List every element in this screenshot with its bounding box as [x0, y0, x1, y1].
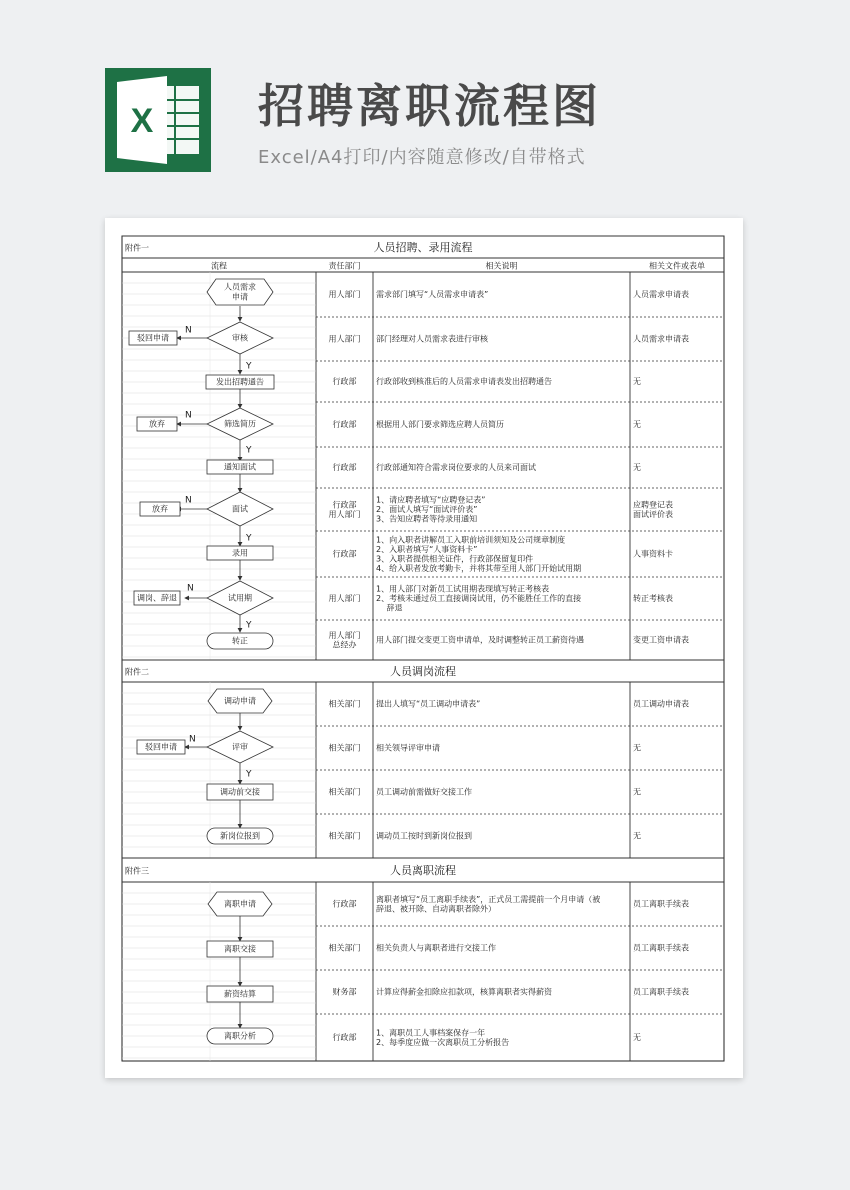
- no-label: N: [185, 410, 192, 421]
- file-cell: 无: [633, 1033, 641, 1042]
- file-cell: 无: [633, 420, 641, 429]
- yes-label: Y: [246, 620, 252, 631]
- section-tag: 附件一: [125, 243, 149, 253]
- desc-cell: 离职者填写“员工离职手续表”，正式员工需提前一个月申请（被: [376, 894, 601, 904]
- file-cell: 员工调动申请表: [633, 699, 689, 709]
- flow-node-label: 申请: [232, 292, 248, 302]
- flow-node-label: 通知面试: [224, 462, 256, 472]
- flow-node-label: 调动申请: [224, 696, 256, 706]
- desc-cell: 需求部门填写“人员需求申请表”: [376, 290, 489, 299]
- file-cell: 变更工资申请表: [633, 635, 689, 645]
- spreadsheet-page: [105, 218, 743, 1078]
- section-tag: 附件三: [125, 866, 149, 876]
- yes-label: Y: [246, 769, 252, 780]
- desc-cell: 计算应得薪金扣除应扣款项，核算离职者实得薪资: [376, 987, 552, 997]
- desc-cell: 3、入职者提供相关证件，行政部保留复印件: [376, 554, 534, 564]
- file-cell: 人员需求申请表: [633, 290, 689, 299]
- desc-cell: 相关负责人与离职者进行交接工作: [376, 943, 496, 953]
- desc-cell: 2、考核未通过员工直接调岗试用，仍不能胜任工作的直接: [376, 594, 582, 603]
- desc-cell: 部门经理对人员需求表进行审核: [376, 334, 488, 344]
- desc-cell: 提出人填写“员工调动申请表”: [376, 699, 481, 709]
- desc-cell: 相关领导评审申请: [376, 743, 440, 753]
- dept-cell: 行政部: [332, 500, 357, 510]
- dept-cell: 相关部门: [328, 831, 361, 841]
- column-header: 相关文件或表单: [649, 261, 705, 271]
- file-cell: 无: [633, 787, 641, 797]
- dept-cell: 相关部门: [328, 943, 361, 953]
- file-cell: 人员需求申请表: [633, 334, 689, 344]
- flow-node-label: 转正: [232, 636, 248, 646]
- flowchart-table: [105, 218, 743, 1078]
- dept-cell: 财务部: [332, 987, 357, 997]
- desc-cell: 辞退、被开除、自动离职者除外）: [376, 904, 496, 914]
- desc-cell: 4、给入职者发放考勤卡，并将其带至用人部门开始试用期: [376, 563, 582, 573]
- dept-cell: 相关部门: [328, 787, 361, 797]
- dept-cell: 用人部门: [328, 334, 361, 344]
- desc-cell: 行政部通知符合需求岗位要求的人员来司面试: [376, 463, 536, 472]
- dept-cell: 用人部门: [328, 290, 361, 299]
- dept-cell: 相关部门: [328, 743, 361, 753]
- excel-logo-letter: X: [130, 102, 154, 140]
- section-title: 人员招聘、录用流程: [373, 241, 473, 254]
- flow-node-label: 筛选简历: [224, 419, 256, 429]
- flow-node-label: 离职交接: [224, 944, 256, 954]
- desc-cell: 根据用人部门要求筛选应聘人员简历: [376, 420, 504, 429]
- dept-cell: 行政部: [332, 1033, 357, 1042]
- dept-cell: 行政部: [332, 549, 357, 559]
- file-cell: 转正考核表: [633, 594, 673, 603]
- desc-cell: 行政部收到核准后的人员需求申请表发出招聘通告: [376, 377, 552, 386]
- flow-node-label: 调动前交接: [220, 787, 260, 797]
- column-header: 相关说明: [485, 261, 518, 271]
- flow-node-label: 人员需求: [224, 282, 256, 292]
- dept-cell: 行政部: [332, 377, 357, 386]
- dept-cell: 用人部门: [328, 509, 361, 519]
- flow-side-label: 放弃: [149, 419, 165, 429]
- dept-cell: 行政部: [332, 420, 357, 429]
- desc-cell: 3、告知应聘者等待录用通知: [376, 514, 478, 524]
- flow-node-label: 新岗位报到: [220, 831, 260, 841]
- dept-cell: 相关部门: [328, 699, 361, 709]
- flow-node-label: 发出招聘通告: [216, 377, 264, 387]
- page-subtitle: Excel/A4打印/内容随意修改/自带格式: [258, 147, 586, 168]
- file-cell: 员工离职手续表: [633, 987, 689, 997]
- flow-node-label: 录用: [232, 548, 248, 558]
- flow-node-label: 薪资结算: [224, 989, 256, 999]
- file-cell: 无: [633, 463, 641, 472]
- page-title: 招聘离职流程图: [258, 79, 601, 133]
- section-title: 人员调岗流程: [390, 665, 456, 678]
- desc-cell: 员工调动前需做好交接工作: [376, 787, 472, 797]
- file-cell: 员工离职手续表: [633, 943, 689, 953]
- no-label: N: [189, 734, 196, 745]
- excel-logo: [105, 68, 211, 172]
- flow-side-label: 驳回申请: [137, 333, 169, 343]
- dept-cell: 行政部: [332, 899, 357, 909]
- flow-node-label: 离职申请: [224, 899, 256, 909]
- flow-node-label: 离职分析: [224, 1031, 256, 1041]
- file-cell: 员工离职手续表: [633, 899, 689, 909]
- dept-cell: 用人部门: [328, 594, 361, 603]
- flow-node-label: 试用期: [228, 593, 252, 603]
- file-cell: 面试评价表: [633, 509, 673, 519]
- desc-cell: 2、面试人填写“面试评价表”: [376, 505, 478, 514]
- column-header: 责任部门: [328, 261, 361, 271]
- flow-node-label: 评审: [232, 742, 248, 752]
- flow-side-label: 驳回申请: [145, 742, 177, 752]
- desc-cell: 1、向入职者讲解员工入职前培训须知及公司规章制度: [376, 535, 566, 545]
- file-cell: 人事资料卡: [633, 549, 673, 559]
- no-label: N: [185, 325, 192, 336]
- section-tag: 附件二: [125, 667, 149, 677]
- yes-label: Y: [246, 533, 252, 544]
- desc-cell: 2、每季度应做一次离职员工分析报告: [376, 1037, 510, 1047]
- dept-cell: 总经办: [332, 640, 357, 650]
- flow-side-label: 放弃: [152, 504, 168, 514]
- flow-side-label: 调岗、辞退: [137, 593, 177, 603]
- file-cell: 应聘登记表: [633, 500, 673, 510]
- desc-cell: 1、用人部门对新员工试用期表现填写转正考核表: [376, 584, 550, 594]
- no-label: N: [185, 495, 192, 506]
- desc-cell: 1、请应聘者填写“应聘登记表”: [376, 495, 486, 505]
- desc-cell: 1、离职员工人事档案保存一年: [376, 1028, 486, 1038]
- desc-cell: 调动员工按时到新岗位报到: [376, 831, 472, 841]
- no-label: N: [187, 583, 194, 594]
- yes-label: Y: [246, 361, 252, 372]
- desc-cell: 辞退: [376, 603, 403, 613]
- dept-cell: 行政部: [332, 463, 357, 472]
- file-cell: 无: [633, 831, 641, 841]
- file-cell: 无: [633, 377, 641, 386]
- flow-node-label: 面试: [232, 504, 248, 514]
- dept-cell: 用人部门: [328, 630, 361, 640]
- desc-cell: 2、入职者填写“人事资料卡”: [376, 544, 478, 554]
- file-cell: 无: [633, 743, 641, 753]
- yes-label: Y: [246, 445, 252, 456]
- desc-cell: 用人部门提交变更工资申请单，及时调整转正员工薪资待遇: [376, 635, 584, 645]
- column-header: 流程: [211, 261, 227, 271]
- flow-node-label: 审核: [232, 333, 248, 343]
- section-title: 人员离职流程: [390, 864, 456, 877]
